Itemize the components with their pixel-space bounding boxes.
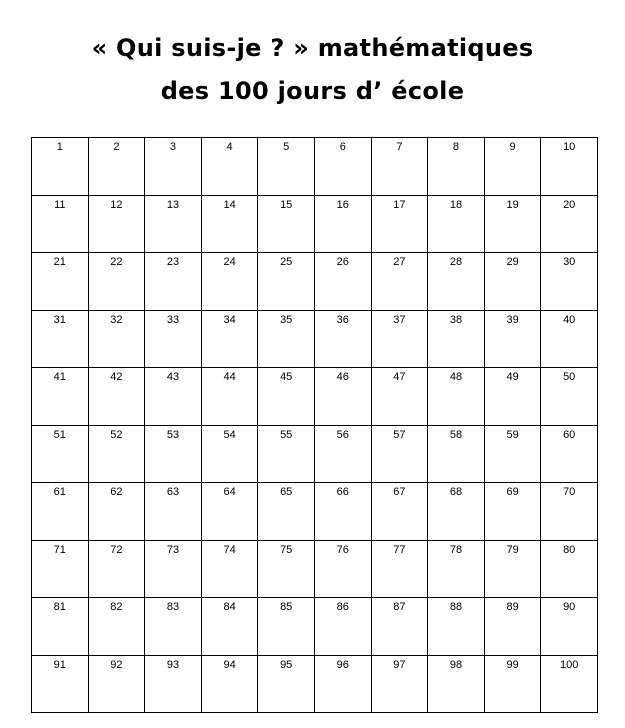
page-title-line-1: « Qui suis-je ? » mathématiques — [91, 34, 534, 62]
cell-number: 15 — [280, 198, 293, 211]
grid-cell — [315, 253, 372, 311]
cell-number: 65 — [280, 486, 293, 498]
grid-cell — [258, 253, 315, 311]
grid-cell — [485, 598, 542, 656]
grid-cell — [372, 426, 429, 484]
grid-cell — [485, 541, 542, 599]
grid-cell — [145, 598, 202, 656]
grid-cell — [428, 196, 485, 254]
grid-cell — [315, 541, 372, 599]
cell-number: 12 — [110, 198, 123, 211]
grid-cell — [32, 598, 89, 656]
cell-number: 100 — [560, 658, 579, 671]
grid-cell — [485, 368, 542, 426]
cell-number: 38 — [449, 313, 463, 326]
cell-number: 19 — [506, 198, 519, 211]
cell-number: 46 — [336, 371, 349, 383]
cell-number: 23 — [166, 256, 180, 268]
grid-cell — [372, 311, 429, 369]
grid-cell — [32, 311, 89, 369]
grid-cell — [32, 656, 89, 714]
grid-cell — [145, 311, 202, 369]
cell-number: 66 — [336, 486, 349, 498]
cell-number: 78 — [449, 543, 463, 556]
cell-number: 98 — [449, 658, 463, 671]
grid-cell — [428, 541, 485, 599]
cell-number: 64 — [223, 486, 236, 498]
grid-cell — [202, 426, 259, 484]
cell-number: 57 — [393, 428, 406, 441]
cell-number: 94 — [223, 658, 236, 671]
grid-cell — [89, 196, 146, 254]
cell-number: 40 — [563, 313, 576, 326]
grid-cell — [89, 426, 146, 484]
cell-number: 4 — [226, 141, 233, 153]
cell-number: 6 — [339, 141, 346, 153]
grid-cell — [258, 368, 315, 426]
grid-cell — [372, 483, 429, 541]
grid-cell — [89, 483, 146, 541]
grid-cell — [315, 311, 372, 369]
cell-number: 70 — [563, 486, 576, 498]
cell-number: 10 — [563, 141, 576, 153]
cell-number: 68 — [449, 486, 463, 498]
page-title-line-2: des 100 jours d’ école — [160, 77, 465, 105]
cell-number: 11 — [54, 198, 66, 211]
grid-cell — [315, 426, 372, 484]
grid-cell — [541, 483, 598, 541]
cell-number: 5 — [283, 141, 290, 153]
cell-number: 81 — [53, 601, 66, 613]
cell-number: 17 — [393, 198, 406, 211]
cell-number: 93 — [166, 658, 180, 671]
grid-cell — [428, 598, 485, 656]
grid-cell — [428, 656, 485, 714]
grid-cell — [145, 541, 202, 599]
cell-number: 79 — [506, 543, 519, 556]
cell-number: 9 — [509, 141, 516, 153]
cell-number: 72 — [110, 543, 123, 556]
cell-number: 80 — [563, 543, 576, 556]
grid-cell — [485, 253, 542, 311]
grid-cell — [258, 196, 315, 254]
cell-number: 1 — [56, 141, 63, 153]
grid-cell — [541, 426, 598, 484]
cell-number: 53 — [166, 428, 180, 441]
grid-cell — [258, 483, 315, 541]
grid-cell — [202, 138, 259, 196]
grid-cell — [541, 196, 598, 254]
cell-number: 88 — [449, 601, 463, 613]
grid-cell — [145, 253, 202, 311]
grid-cell — [202, 253, 259, 311]
cell-number: 36 — [336, 313, 349, 326]
hundred-chart-grid — [31, 137, 598, 713]
cell-number: 73 — [166, 543, 180, 556]
grid-cell — [428, 368, 485, 426]
grid-cell — [202, 656, 259, 714]
grid-cell — [202, 311, 259, 369]
cell-number: 49 — [506, 371, 519, 383]
cell-number: 28 — [449, 256, 463, 268]
cell-number: 7 — [396, 141, 403, 153]
cell-number: 51 — [53, 428, 66, 441]
cell-number: 97 — [393, 658, 406, 671]
cell-number: 85 — [280, 601, 293, 613]
cell-number: 48 — [449, 371, 463, 383]
grid-cell — [145, 138, 202, 196]
grid-cell — [315, 138, 372, 196]
cell-number: 62 — [110, 486, 123, 498]
cell-number: 83 — [166, 601, 180, 613]
grid-cell — [541, 368, 598, 426]
cell-number: 29 — [506, 256, 519, 268]
grid-cell — [372, 656, 429, 714]
grid-cell — [89, 368, 146, 426]
grid-cell — [145, 196, 202, 254]
cell-number: 76 — [336, 543, 349, 556]
cell-number: 86 — [336, 601, 349, 613]
grid-cell — [32, 196, 89, 254]
grid-cell — [258, 598, 315, 656]
cell-number: 35 — [280, 313, 293, 326]
cell-number: 8 — [452, 141, 460, 153]
grid-cell — [428, 253, 485, 311]
cell-number: 33 — [166, 313, 180, 326]
grid-cell — [428, 483, 485, 541]
grid-cell — [145, 426, 202, 484]
grid-cell — [202, 483, 259, 541]
grid-cell — [315, 196, 372, 254]
grid-cell — [258, 138, 315, 196]
cell-number: 25 — [280, 256, 293, 268]
grid-cell — [372, 598, 429, 656]
grid-cell — [541, 311, 598, 369]
grid-cell — [258, 656, 315, 714]
cell-number: 96 — [336, 658, 349, 671]
cell-number: 56 — [336, 428, 349, 441]
grid-cell — [202, 196, 259, 254]
cell-number: 27 — [393, 256, 406, 268]
grid-cell — [541, 598, 598, 656]
cell-number: 87 — [393, 601, 406, 613]
grid-cell — [202, 598, 259, 656]
grid-cell — [145, 656, 202, 714]
grid-cell — [485, 196, 542, 254]
grid-cell — [372, 253, 429, 311]
cell-number: 16 — [336, 198, 349, 211]
grid-cell — [428, 138, 485, 196]
grid-cell — [485, 311, 542, 369]
grid-cell — [32, 541, 89, 599]
grid-cell — [428, 426, 485, 484]
cell-number: 58 — [449, 428, 463, 441]
cell-number: 55 — [280, 428, 293, 441]
grid-cell — [485, 138, 542, 196]
cell-number: 75 — [280, 543, 293, 556]
cell-number: 43 — [166, 371, 180, 383]
cell-number: 45 — [280, 371, 293, 383]
cell-number: 24 — [223, 256, 236, 268]
grid-cell — [315, 368, 372, 426]
grid-cell — [541, 138, 598, 196]
grid-cell — [89, 656, 146, 714]
cell-number: 34 — [223, 313, 236, 326]
cell-number: 92 — [110, 658, 123, 671]
cell-number: 54 — [223, 428, 236, 441]
grid-cell — [485, 656, 542, 714]
grid-cell — [202, 368, 259, 426]
cell-number: 2 — [113, 141, 120, 153]
cell-number: 32 — [110, 313, 123, 326]
cell-number: 71 — [53, 543, 66, 556]
cell-number: 59 — [506, 428, 519, 441]
cell-number: 89 — [506, 601, 519, 613]
cell-number: 22 — [110, 256, 123, 268]
grid-cell — [541, 253, 598, 311]
cell-number: 26 — [336, 256, 349, 268]
grid-cell — [485, 426, 542, 484]
cell-number: 99 — [506, 658, 519, 671]
cell-number: 44 — [223, 371, 236, 383]
cell-number: 63 — [166, 486, 180, 498]
grid-cell — [32, 483, 89, 541]
grid-cell — [32, 426, 89, 484]
grid-cell — [258, 311, 315, 369]
cell-number: 3 — [169, 141, 177, 153]
grid-cell — [145, 483, 202, 541]
cell-number: 50 — [563, 371, 576, 383]
cell-number: 60 — [563, 428, 576, 441]
cell-number: 13 — [166, 198, 180, 211]
cell-number: 21 — [53, 256, 66, 268]
grid-cell — [372, 138, 429, 196]
grid-cell — [315, 483, 372, 541]
grid-cell — [372, 368, 429, 426]
cell-number: 20 — [563, 198, 576, 211]
grid-cell — [541, 656, 598, 714]
grid-cell — [202, 541, 259, 599]
cell-number: 30 — [563, 256, 576, 268]
grid-cell — [541, 541, 598, 599]
cell-number: 47 — [393, 371, 406, 383]
cell-number: 91 — [53, 658, 66, 671]
cell-number: 14 — [223, 198, 236, 211]
grid-cell — [89, 598, 146, 656]
grid-cell — [428, 311, 485, 369]
grid-cell — [89, 311, 146, 369]
grid-cell — [258, 426, 315, 484]
grid-cell — [258, 541, 315, 599]
cell-number: 18 — [449, 198, 463, 211]
cell-number: 41 — [53, 371, 66, 383]
cell-number: 74 — [223, 543, 236, 556]
grid-cell — [145, 368, 202, 426]
cell-number: 31 — [53, 313, 66, 326]
grid-cell — [372, 196, 429, 254]
grid-cell — [32, 368, 89, 426]
grid-cell — [89, 138, 146, 196]
cell-number: 69 — [506, 486, 519, 498]
cell-number: 82 — [110, 601, 123, 613]
grid-cell — [485, 483, 542, 541]
cell-number: 52 — [110, 428, 123, 441]
grid-cell — [315, 656, 372, 714]
grid-cell — [372, 541, 429, 599]
cell-number: 77 — [393, 543, 406, 556]
cell-number: 37 — [393, 313, 406, 326]
grid-cell — [32, 253, 89, 311]
cell-number: 39 — [506, 313, 519, 326]
cell-number: 84 — [223, 601, 236, 613]
grid-cell — [89, 541, 146, 599]
cell-number: 61 — [53, 486, 66, 498]
cell-number: 67 — [393, 486, 406, 498]
grid-cell — [32, 138, 89, 196]
grid-cell — [89, 253, 146, 311]
grid-cell — [315, 598, 372, 656]
cell-number: 42 — [110, 371, 123, 383]
cell-number: 90 — [563, 601, 576, 613]
cell-number: 95 — [280, 658, 293, 671]
